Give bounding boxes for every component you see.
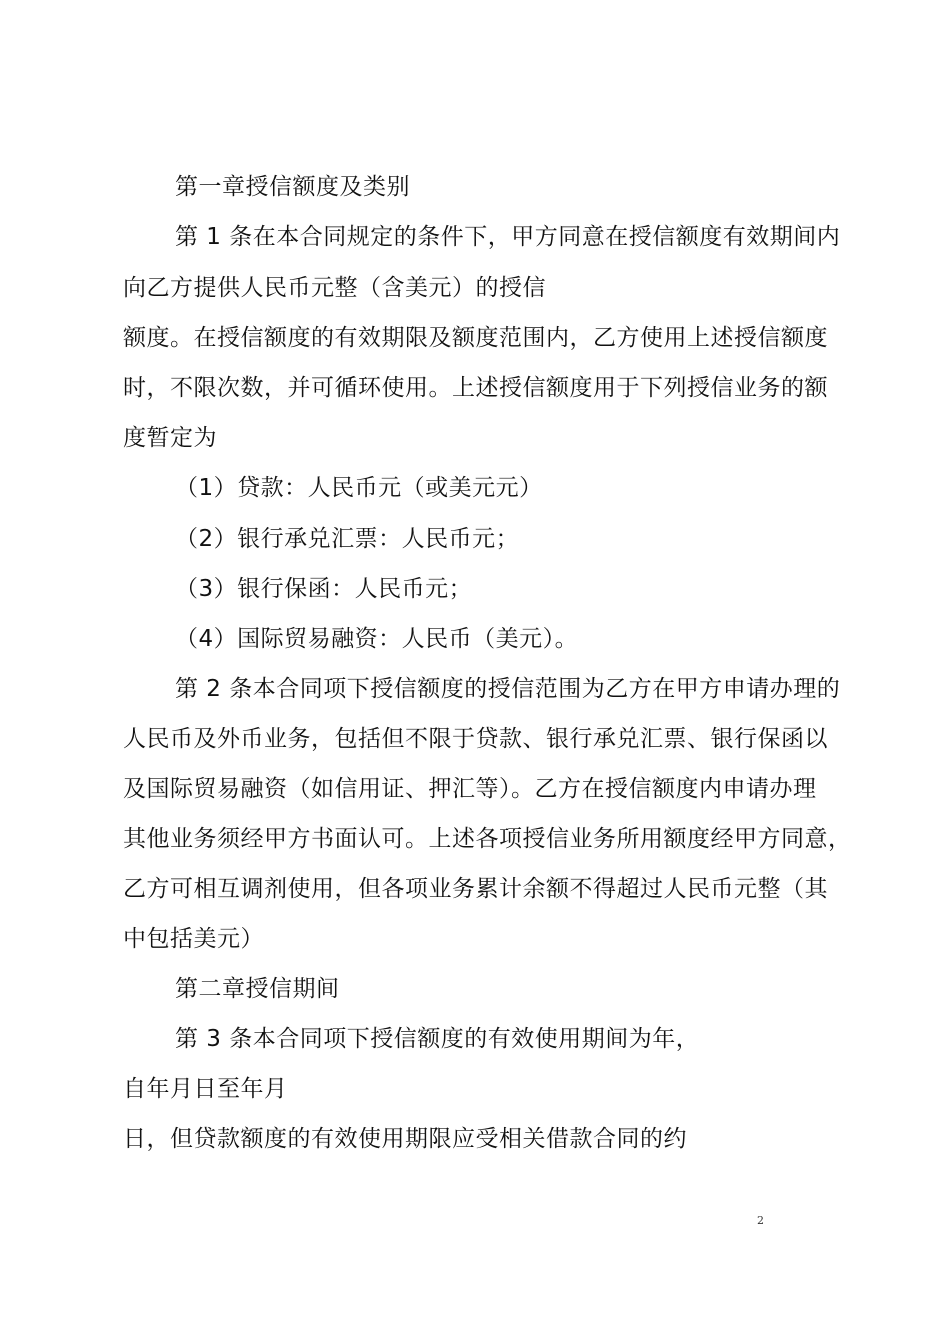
article-3-line-2: 自年月日至年月 — [123, 1076, 288, 1102]
article-3-line-1: 第 3 条本合同项下授信额度的有效使用期间为年， — [175, 1026, 700, 1052]
article-1-line-4: 时，不限次数，并可循环使用。上述授信额度用于下列授信业务的额 — [123, 375, 828, 401]
article-2-line-2: 人民币及外币业务，包括但不限于贷款、银行承兑汇票、银行保函以 — [123, 726, 828, 752]
article-2-line-5: 乙方可相互调剂使用，但各项业务累计余额不得超过人民币元整（其 — [123, 876, 828, 902]
list-item-loan: （1）贷款：人民币元（或美元元） — [175, 475, 543, 501]
article-3-line-3: 日，但贷款额度的有效使用期限应受相关借款合同的约 — [123, 1126, 687, 1152]
article-2-line-4: 其他业务须经甲方书面认可。上述各项授信业务所用额度经甲方同意， — [123, 826, 852, 852]
article-2-line-3: 及国际贸易融资（如信用证、押汇等）。乙方在授信额度内申请办理 — [123, 776, 817, 802]
chapter-2-heading: 第二章授信期间 — [175, 976, 340, 1002]
list-item-trade-finance: （4）国际贸易融资：人民币（美元）。 — [175, 626, 579, 652]
article-1-line-5: 度暂定为 — [123, 425, 217, 451]
article-2-line-6: 中包括美元） — [123, 926, 264, 952]
list-item-bank-acceptance: （2）银行承兑汇票：人民币元； — [175, 526, 520, 552]
article-1-line-2: 向乙方提供人民币元整（含美元）的授信 — [123, 275, 546, 301]
article-1-line-3: 额度。在授信额度的有效期限及额度范围内，乙方使用上述授信额度 — [123, 325, 828, 351]
article-2-line-1: 第 2 条本合同项下授信额度的授信范围为乙方在甲方申请办理的 — [175, 676, 841, 702]
chapter-1-heading: 第一章授信额度及类别 — [175, 174, 410, 200]
article-1-line-1: 第 1 条在本合同规定的条件下，甲方同意在授信额度有效期间内 — [175, 224, 841, 250]
list-item-bank-guarantee: （3）银行保函：人民币元； — [175, 576, 473, 602]
page-number: 2 — [757, 1214, 764, 1227]
